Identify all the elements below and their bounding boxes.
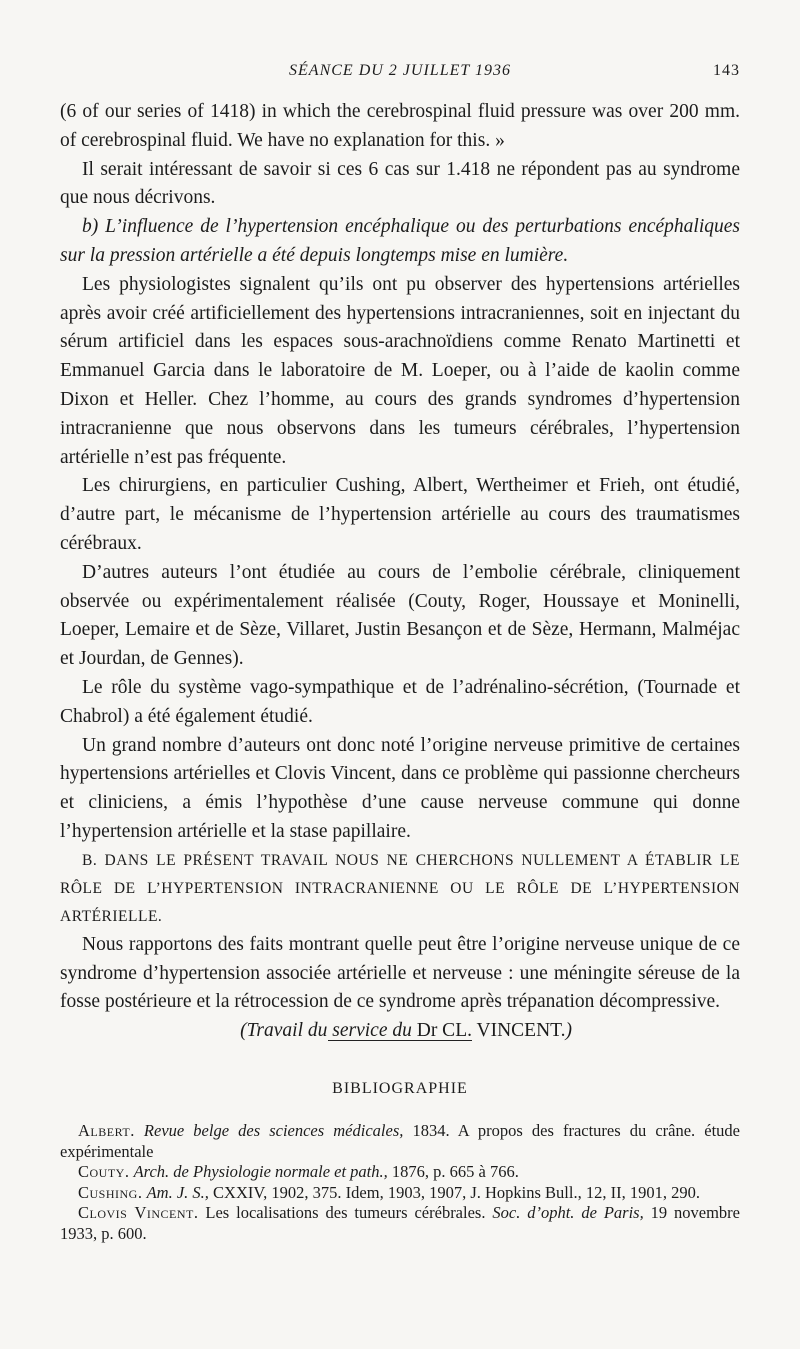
running-title: SÉANCE DU 2 JUILLET 1936 [289,62,511,79]
paragraph: D’autres auteurs l’ont étudiée au cours de l’embolie cérébrale, cliniquement observée ou expérimentalement réalisée (Couty, Roger, Houssaye et Moninelli, Loeper, Lemaire et de Sèze, Villaret, Justin Besançon et de Sèze, Hermann, Malméjac et Jourdan, de Gennes). [60,561,740,670]
bibliography [60,1121,740,1244]
paragraph: Le rôle du système vago-sympathique et de l’adrénalino-sécrétion, (Tournade et Chabrol) a été également étudié. [60,676,740,727]
bib-entry: Couty. Arch. de Physiologie normale et path., 1876, p. 665 à 766. [78,1162,519,1181]
paragraph: Les chirurgiens, en particulier Cushing, Albert, Wertheimer et Frieh, ont étudié, d’autre part, le mécanisme de l’hypertension artérielle au cours des traumatismes cérébraux. [60,475,740,554]
bibliography-heading: BIBLIOGRAPHIE [332,1080,468,1097]
paragraph: Un grand nombre d’auteurs ont donc noté l’origine nerveuse primitive de certaines hypertensions artérielles et Clovis Vincent, dans ce problème qui passionne chercheurs et cliniciens, a émis l’hypothèse d’une cause nerveuse commune qui donne l’hypertension artérielle et la stase papillaire. [60,734,740,842]
paragraph: b) L’influence de l’hypertension encéphalique ou des perturbations encéphaliques sur la pression artérielle a été depuis longtemps mise en lumière. [60,216,740,266]
paragraph: Les physiologistes signalent qu’ils ont pu observer des hypertensions artérielles après avoir créé artificiellement des hypertensions intracraniennes, soit en injectant du sérum artificiel dans les espaces sous-arachnoïdiens comme Renato Martinetti et Emmanuel Garcia dans le laboratoire de M. Loeper, ou à l’aide de kaolin comme Dixon et Heller. Chez l’homme, au cours des grands syndromes d’hypertension intracranienne que nous observons dans les tumeurs cérébrales, l’hypertension artérielle n’est pas fréquente. [60,273,740,468]
separator-rule [328,1040,472,1041]
bib-entry: Albert. Revue belge des sciences médicales, 1834. A propos des fractures du crâne. étude expérimentale [60,1121,740,1161]
running-header [60,62,740,88]
body-text [60,98,740,1046]
paragraph: Nous rapportons des faits montrant quelle peut être l’origine nerveuse unique de ce syndrome d’hypertension associée artérielle et nerveuse : une méningite séreuse de la fosse postérieure et la rétrocession de ce syndrome après trépanation décompressive. [60,933,740,1013]
bib-entry: Clovis Vincent. Les localisations des tumeurs cérébrales. Soc. d’opht. de Paris, 19 novembre 1933, p. 600. [60,1203,740,1243]
page-number: 143 [713,62,740,79]
paragraph: Il serait intéressant de savoir si ces 6 cas sur 1.418 ne répondent pas au syndrome que nous décrivons. [60,158,740,209]
section-heading: B. DANS LE PRÉSENT TRAVAIL NOUS NE CHERCHONS NULLEMENT A ÉTABLIR LE RÔLE DE L’HYPERTENSION INTRACRANIENNE OU LE RÔLE DE L’HYPERTENSION ARTÉRIELLE. [60,851,740,925]
bib-entry: Cushing. Am. J. S., CXXIV, 1902, 375. Idem, 1903, 1907, J. Hopkins Bull., 12, II, 1901, 290. [78,1182,700,1202]
paragraph: (6 of our series of 1418) in which the cerebrospinal fluid pressure was over 200 mm. of cerebrospinal fluid. We have no explanation for this. » [60,101,740,151]
credit-line: (Travail du service du Dr CL. VINCENT.) [240,1020,572,1042]
